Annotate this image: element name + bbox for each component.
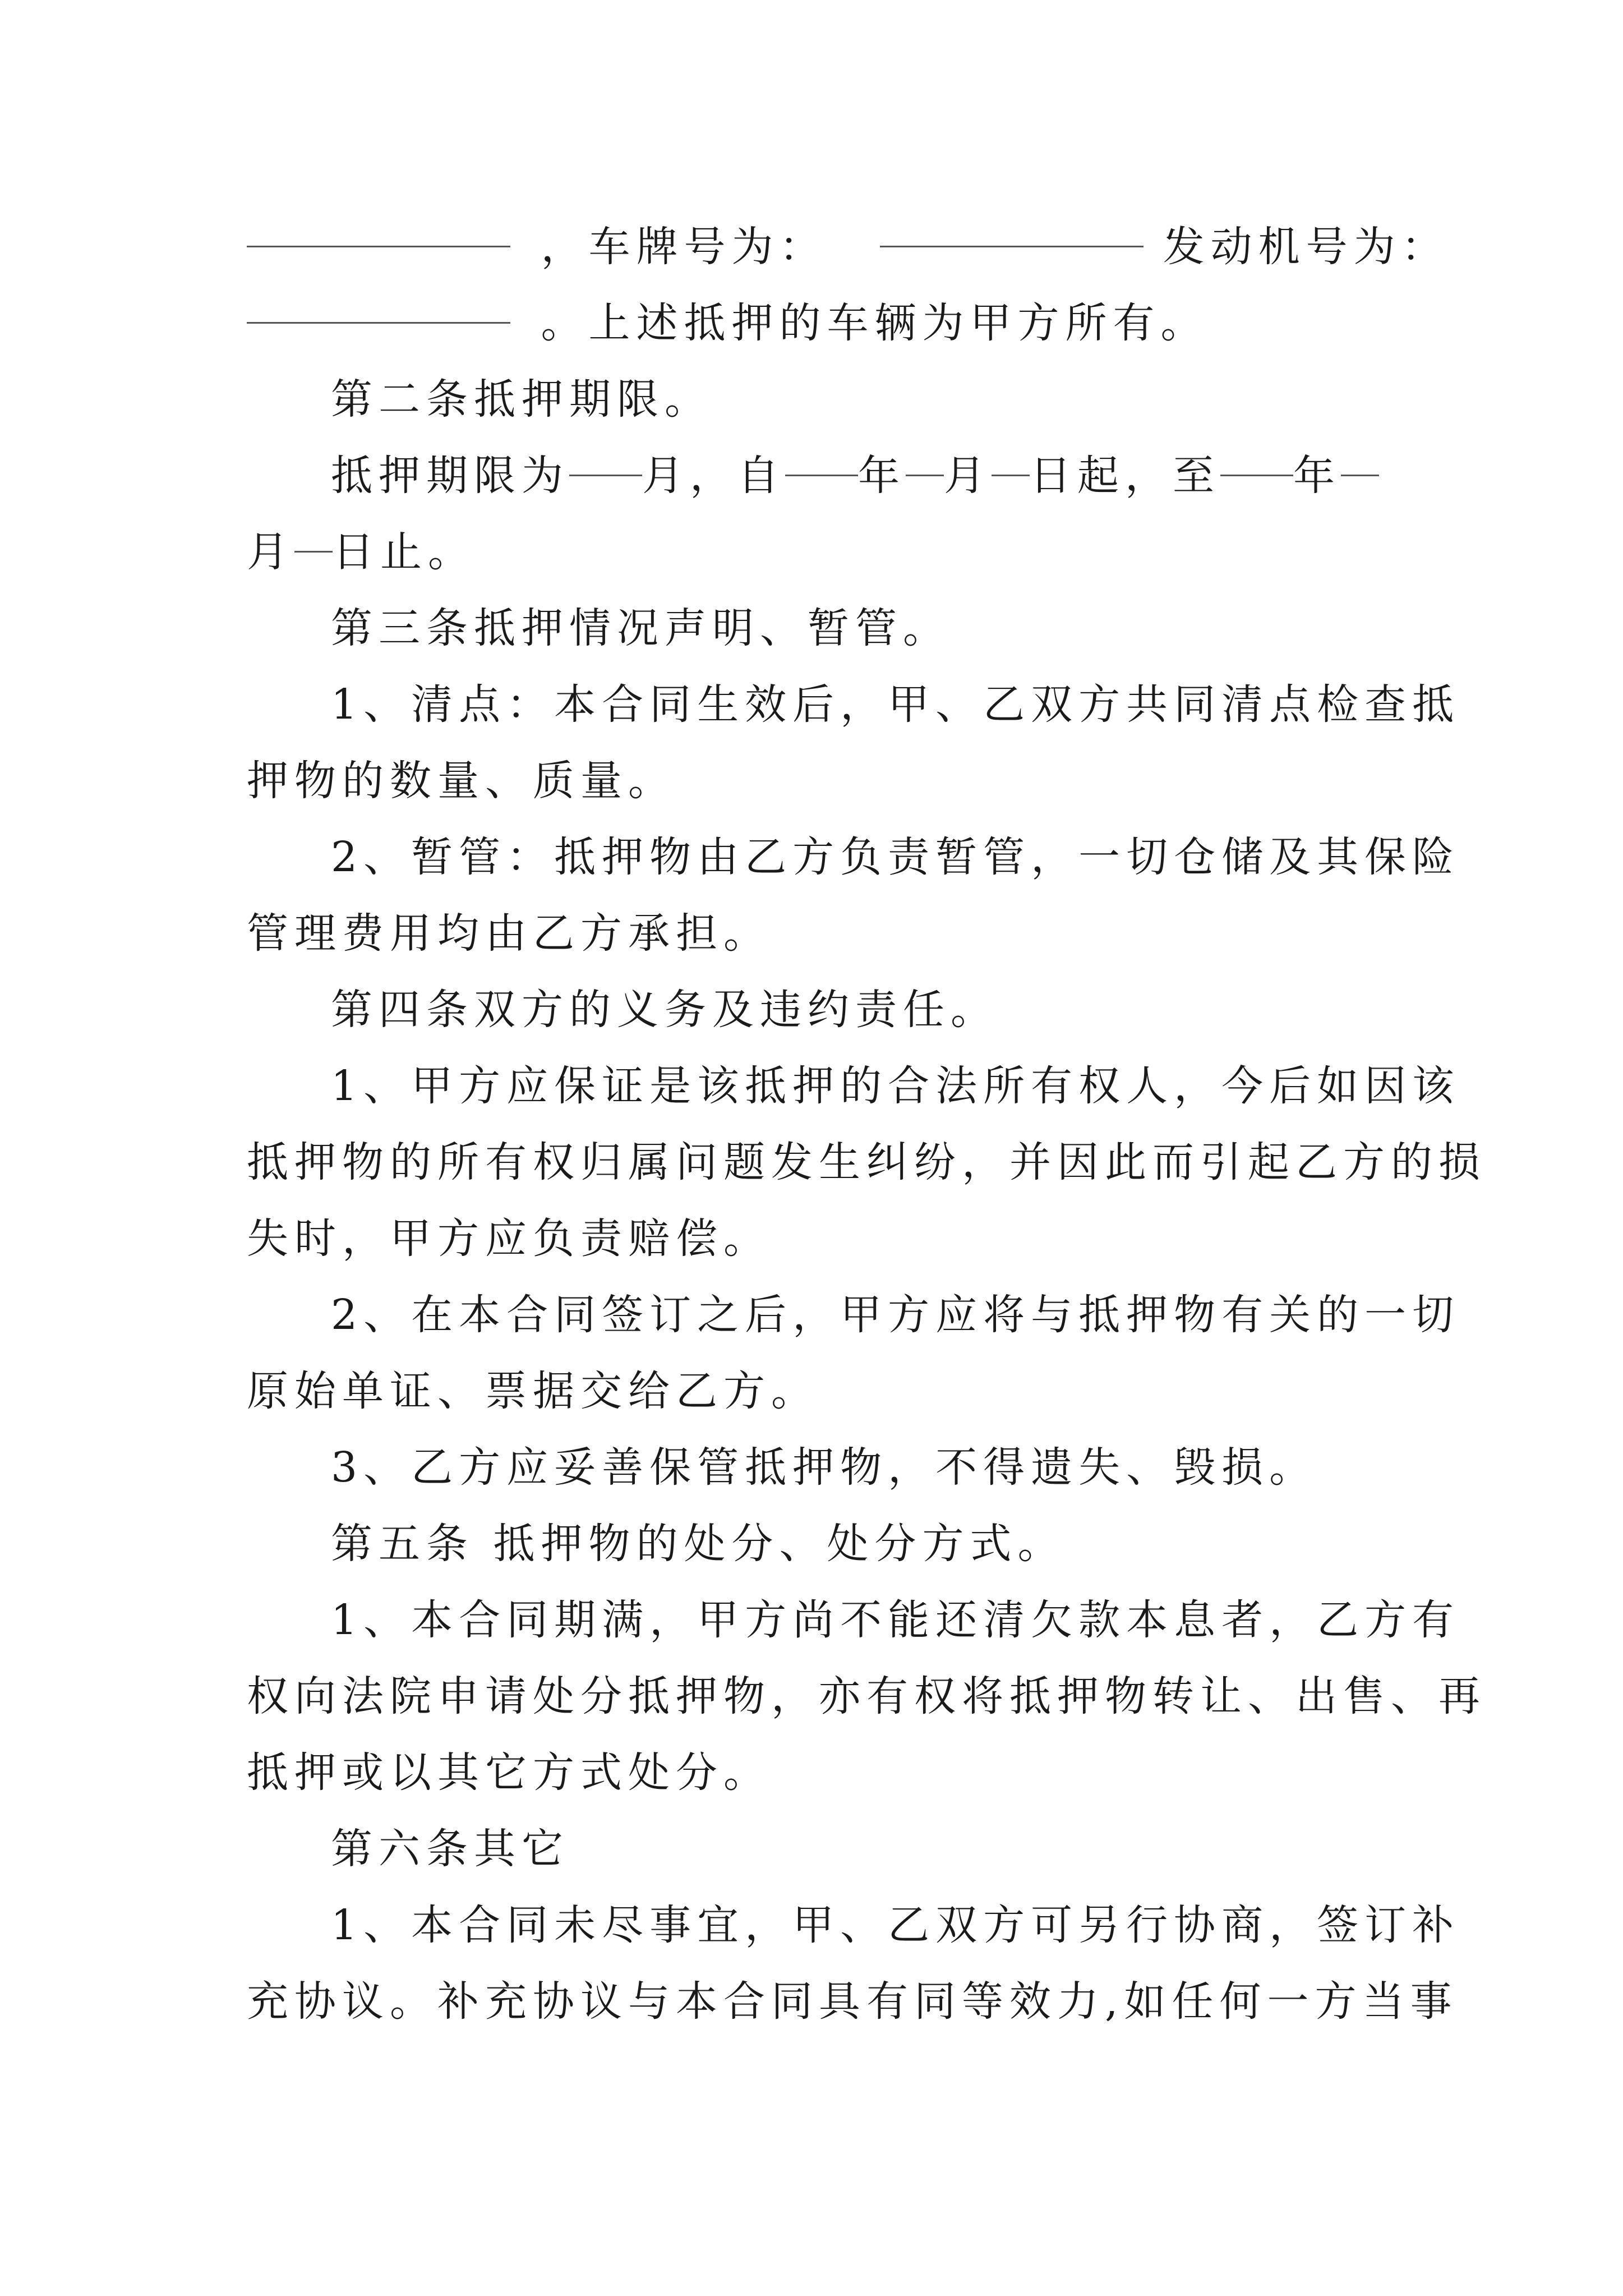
article-6-title: 第六条其它 — [331, 1825, 569, 1873]
article-5-item-1-line-3: 抵押或以其它方式处分。 — [247, 1749, 771, 1797]
blank-field — [906, 474, 944, 476]
text-segment: 月 — [944, 452, 992, 500]
text-segment: 日起，至 — [1030, 452, 1220, 500]
text-segment: 年 — [1293, 452, 1341, 500]
blank-field — [569, 474, 642, 476]
article-5-title: 第五条 抵押物的处分、处分方式。 — [331, 1520, 1066, 1568]
article-2-body-line-1 — [247, 438, 1385, 514]
article-3-item-2-line-1: 2、暂管：抵押物由乙方负责暂管，一切仓储及其保险 — [331, 833, 1460, 881]
ownership-text: 。上述抵押的车辆为甲方所有。 — [541, 299, 1209, 347]
text-segment: 月，自 — [642, 452, 785, 500]
article-2-body-line-2 — [247, 514, 1385, 590]
vehicle-info-line-1 — [247, 209, 1449, 285]
article-4-item-1-line-1: 1、甲方应保证是该抵押的合法所有权人，今后如因该 — [331, 1062, 1460, 1110]
article-2-title: 第二条抵押期限。 — [331, 375, 712, 424]
text-segment: 年 — [858, 452, 906, 500]
article-3-item-2-line-2: 管理费用均由乙方承担。 — [247, 909, 771, 958]
article-4-title: 第四条双方的义务及违约责任。 — [331, 986, 998, 1034]
blank-field — [785, 474, 858, 476]
blank-field — [1220, 474, 1293, 476]
document-body — [247, 209, 1486, 2040]
article-6-item-1-line-1: 1、本合同未尽事宜，甲、乙双方可另行协商，签订补 — [331, 1901, 1460, 1949]
blank-field — [247, 245, 510, 247]
article-4-item-2-line-2: 原始单证、票据交给乙方。 — [247, 1367, 819, 1415]
text-segment: 月 — [247, 528, 294, 576]
blank-field — [247, 321, 510, 324]
article-5-item-1-line-2: 权向法院申请处分抵押物，亦有权将抵押物转让、出售、再 — [247, 1672, 1486, 1720]
blank-field — [992, 474, 1030, 476]
article-4-item-3: 3、乙方应妥善保管抵押物，不得遗失、毁损。 — [331, 1443, 1317, 1492]
article-4-item-1-line-3: 失时，甲方应负责赔偿。 — [247, 1214, 771, 1263]
article-3-title: 第三条抵押情况声明、暂管。 — [331, 604, 951, 652]
article-6-item-1-line-2: 充协议。补充协议与本合同具有同等效力,如任何一方当事 — [247, 1977, 1458, 2026]
blank-field — [294, 550, 333, 553]
blank-field — [880, 245, 1144, 247]
engine-label: 发动机号为： — [1163, 223, 1449, 271]
article-4-item-1-line-2: 抵押物的所有权归属问题发生纠纷，并因此而引起乙方的损 — [247, 1138, 1486, 1186]
text-segment: 日止。 — [333, 528, 476, 576]
article-4-item-2-line-1: 2、在本合同签订之后，甲方应将与抵押物有关的一切 — [331, 1291, 1460, 1339]
vehicle-info-line-2 — [247, 285, 1385, 361]
plate-label: ，车牌号为： — [541, 223, 827, 271]
blank-field — [1341, 474, 1379, 476]
article-3-item-1-line-2: 押物的数量、质量。 — [247, 757, 676, 805]
article-5-item-1-line-1: 1、本合同期满，甲方尚不能还清欠款本息者，乙方有 — [331, 1596, 1460, 1644]
article-3-item-1-line-1: 1、清点：本合同生效后，甲、乙双方共同清点检查抵 — [331, 680, 1460, 729]
text-segment: 抵押期限为 — [331, 452, 569, 500]
